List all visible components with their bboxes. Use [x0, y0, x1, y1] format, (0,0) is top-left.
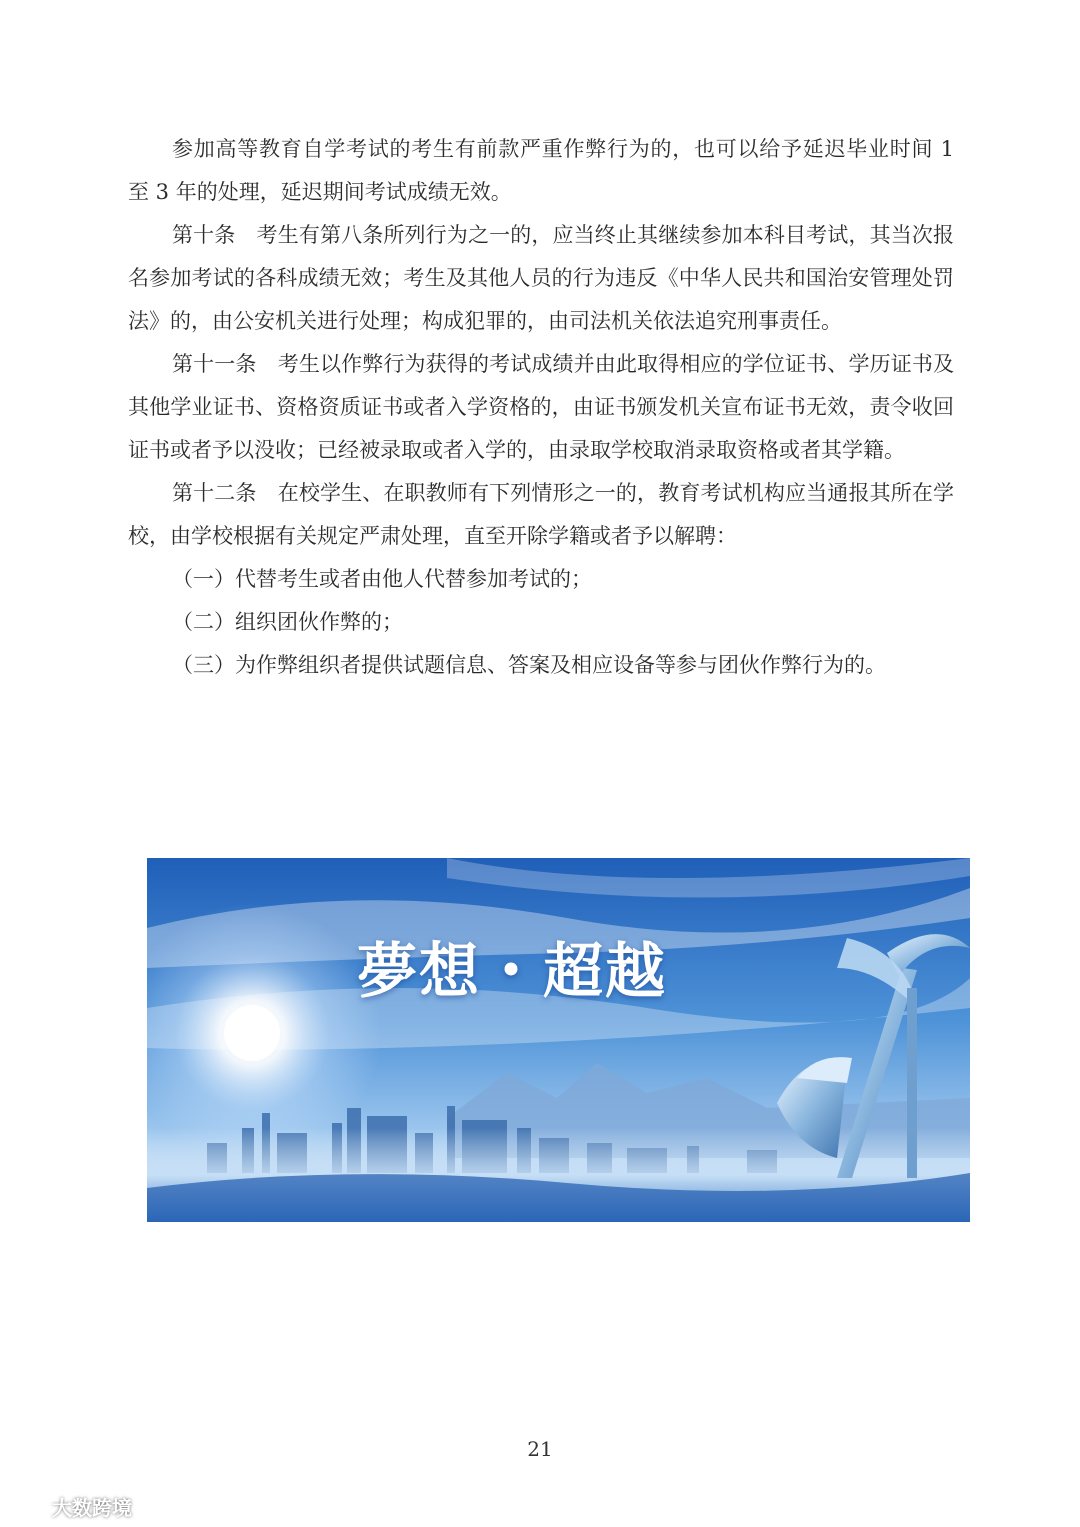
watermark-text: 大数跨境: [52, 1495, 132, 1520]
page-number: 21: [527, 1437, 553, 1461]
watermark-logo-icon: [10, 1493, 48, 1519]
list-item-1: （一）代替考生或者由他人代替参加考试的；: [172, 567, 592, 591]
article-10: 第十条 考生有第八条所列行为之一的，应当终止其继续参加本科目考试，其当次报名参加考试的各科成绩无效；考生及其他人员的行为违反《中华人民共和国治安管理处罚法》的，由公安机关进行处理；构成犯罪的，由司法机关依法追究刑事责任。: [128, 223, 954, 333]
article-12: 第十二条 在校学生、在职教师有下列情形之一的，教育考试机构应当通报其所在学校，由学校根据有关规定严肃处理，直至开除学籍或者予以解聘：: [128, 481, 954, 548]
list-item-3: （三）为作弊组织者提供试题信息、答案及相应设备等参与团伙作弊行为的。: [172, 653, 886, 677]
watermark: [10, 1491, 132, 1521]
dream-banner-image: [147, 858, 970, 1222]
banner-title: 夢想・超越: [357, 937, 667, 1007]
article-11: 第十一条 考生以作弊行为获得的考试成绩并由此取得相应的学位证书、学历证书及其他学业证书、资格资质证书或者入学资格的，由证书颁发机关宣布证书无效，责令收回证书或者予以没收；已经被录取或者入学的，由录取学校取消录取资格或者其学籍。: [128, 352, 954, 462]
banner-artwork: [147, 858, 970, 1222]
body-text: [128, 128, 954, 687]
paragraph: 参加高等教育自学考试的考生有前款严重作弊行为的，也可以给予延迟毕业时间 1 至 3 年的处理，延迟期间考试成绩无效。: [128, 137, 954, 204]
list-item-2: （二）组织团伙作弊的；: [172, 610, 403, 634]
